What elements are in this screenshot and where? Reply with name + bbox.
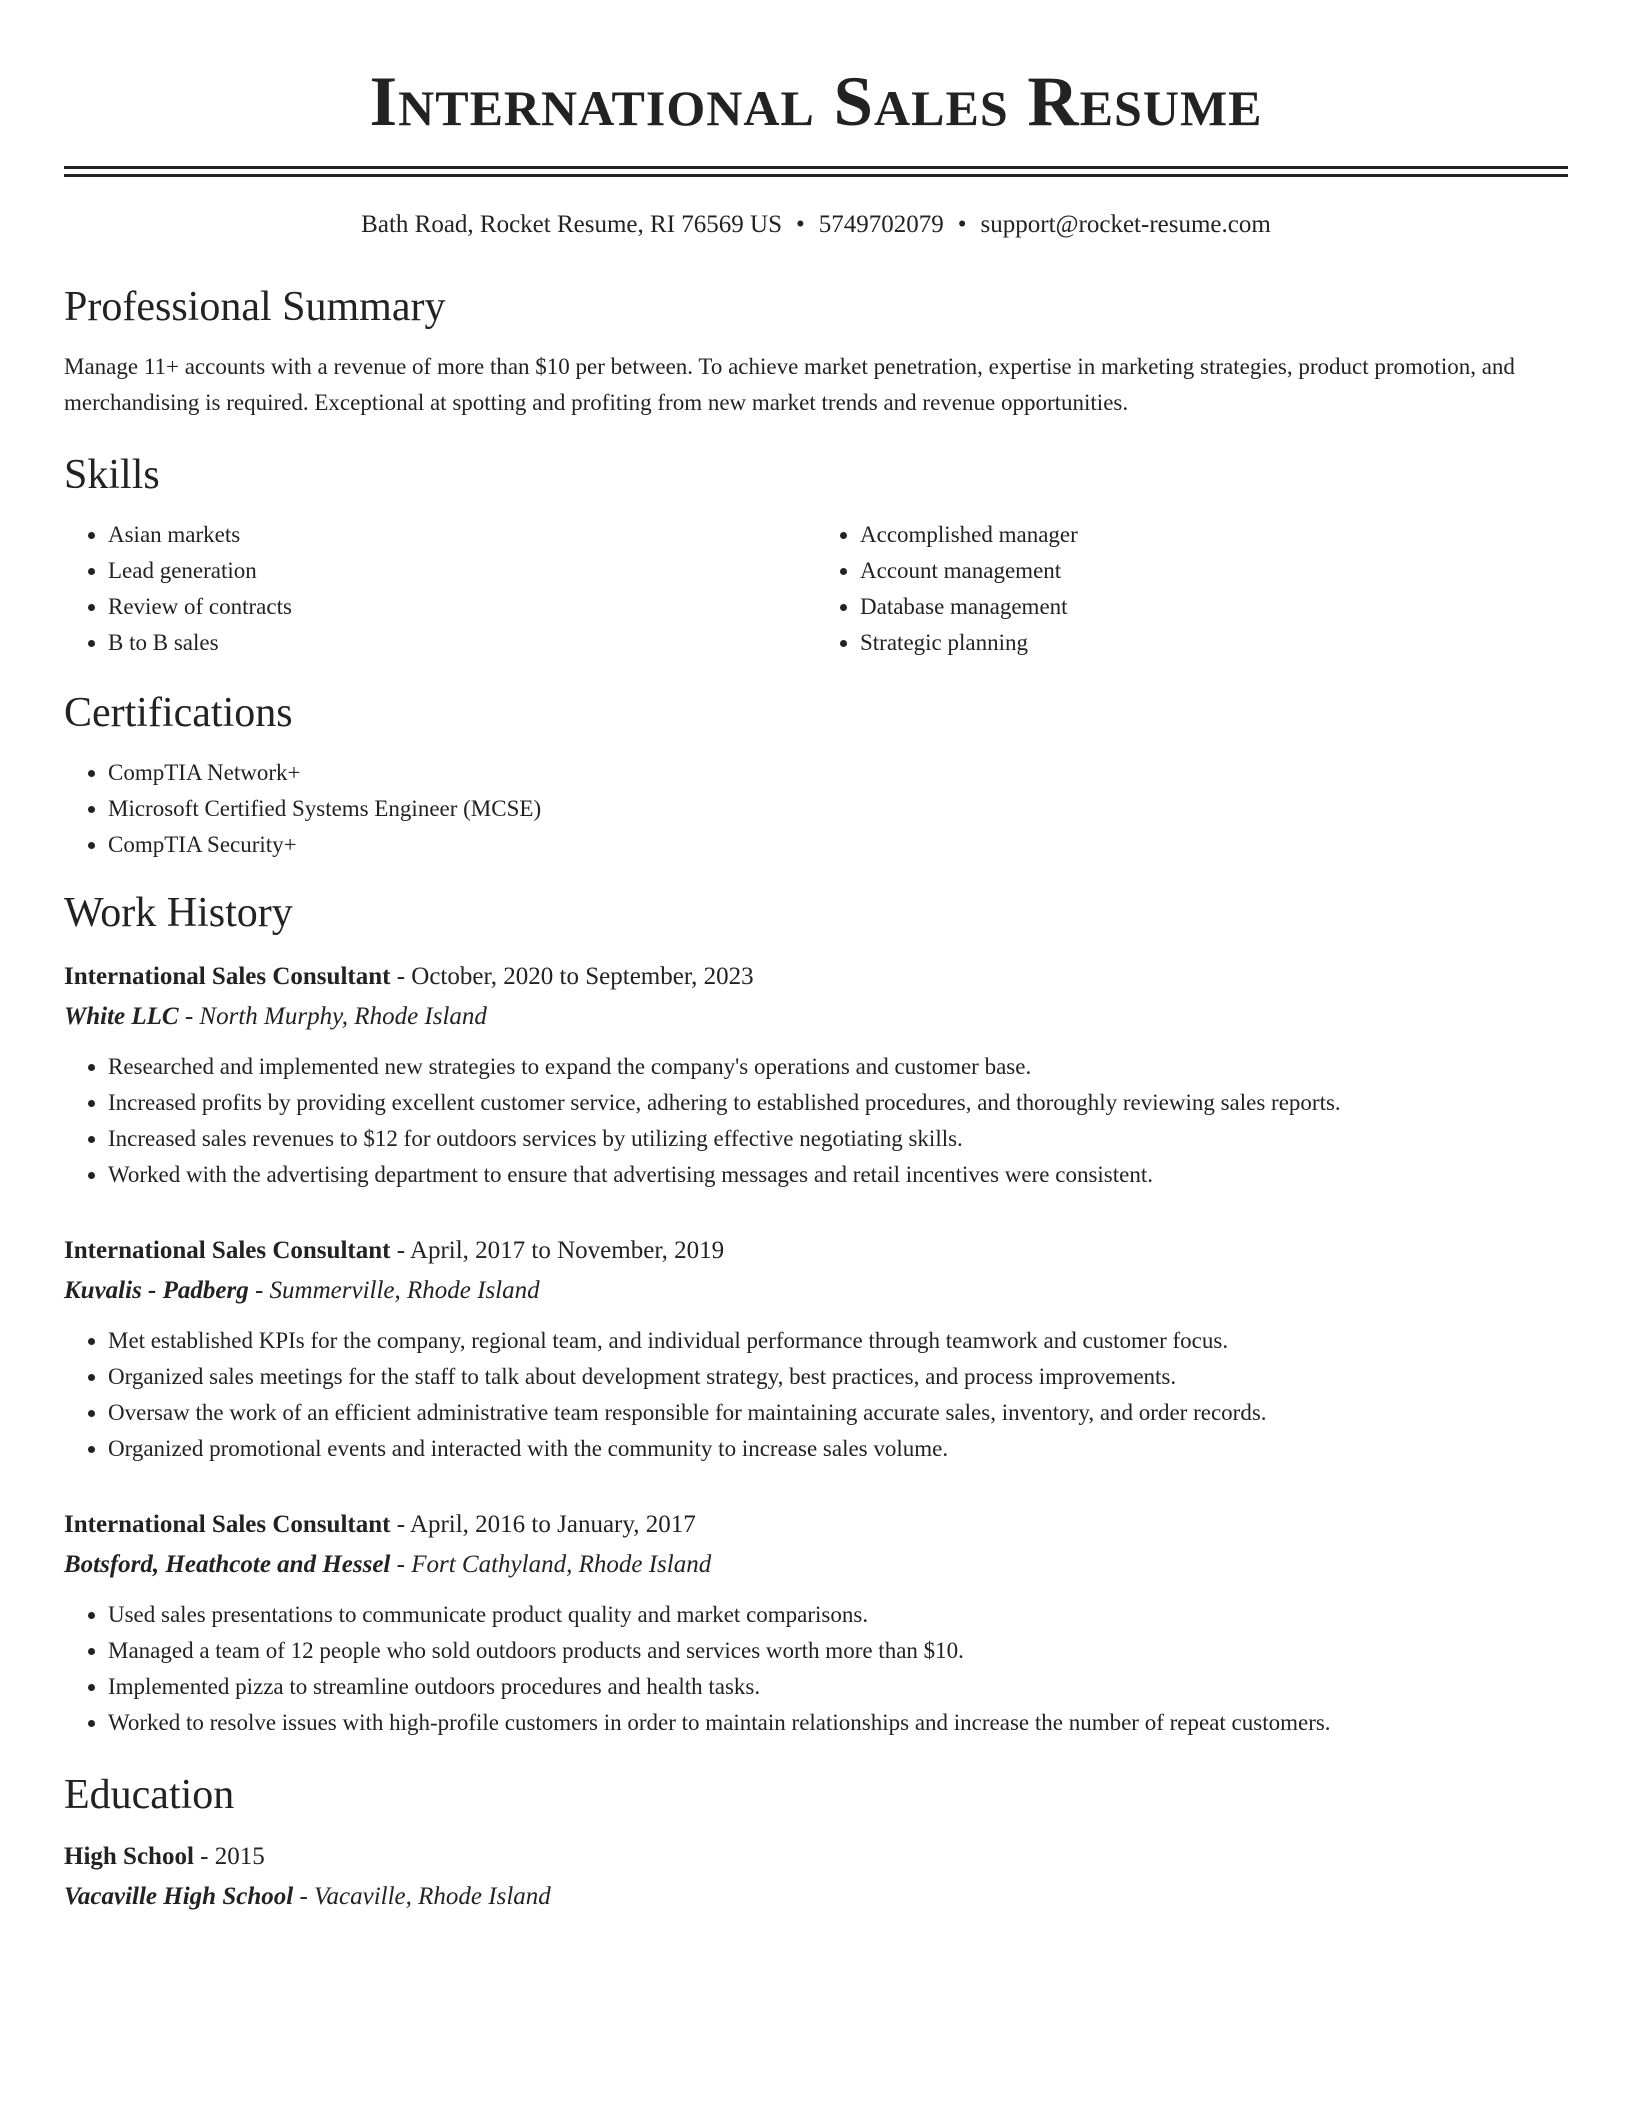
job-entry (64, 1231, 1568, 1467)
job-dates: October, 2020 to September, 2023 (411, 963, 754, 990)
education-section (64, 1769, 1568, 1917)
job-company: Kuvalis - Padberg (64, 1277, 249, 1304)
education-header: High School - 2015 (64, 1843, 265, 1870)
job-bullet: • Organized sales meetings for the staff to talk about development strategy, best practices, and process improvements. (108, 1359, 1568, 1395)
summary-heading: Professional Summary (64, 284, 446, 330)
summary-section (64, 281, 1568, 421)
job-title: International Sales Consultant (64, 963, 391, 990)
certification-item: • CompTIA Security+ (108, 827, 1568, 863)
job-bullets (64, 1049, 1568, 1193)
job-header: International Sales Consultant - April, 2017 to November, 2019 (64, 1237, 725, 1264)
job-title: International Sales Consultant (64, 1237, 391, 1264)
work-history-heading: Work History (64, 890, 293, 936)
skill-item: • B to B sales (108, 625, 816, 661)
certifications-section (64, 687, 1568, 863)
certifications-heading: Certifications (64, 690, 293, 736)
job-dates: April, 2016 to January, 2017 (409, 1511, 696, 1538)
skill-item: • Account management (860, 553, 1568, 589)
job-bullet: • Organized promotional events and interacted with the community to increase sales volume. (108, 1431, 1568, 1467)
job-company: White LLC (64, 1003, 179, 1030)
certification-item: • CompTIA Network+ (108, 755, 1568, 791)
education-school: Vacaville High School (64, 1883, 294, 1910)
summary-text: Manage 11+ accounts with a revenue of more than $10 per between. To achieve market penetration, expertise in marketing strategies, product promotion, and merchandising is required. Exceptional at spotting and profiting from new market trends and revenue opportunities. (64, 354, 1515, 415)
job-bullet: • Researched and implemented new strategies to expand the company's operations and customer base. (108, 1049, 1568, 1085)
job-employer: White LLC - North Murphy, Rhode Island (64, 1003, 487, 1030)
job-bullet: • Worked to resolve issues with high-profile customers in order to maintain relationships and increase the number of repeat customers. (108, 1705, 1568, 1741)
job-bullet: • Oversaw the work of an efficient administrative team responsible for maintaining accurate sales, inventory, and order records. (108, 1395, 1568, 1431)
title-double-rule (64, 166, 1568, 177)
skill-item: • Accomplished manager (860, 517, 1568, 553)
contact-address: Bath Road, Rocket Resume, RI 76569 US (361, 211, 782, 238)
resume-title: International Sales Resume (369, 63, 1263, 141)
skill-item: • Database management (860, 589, 1568, 625)
certifications-list (64, 755, 1568, 863)
job-dates: April, 2017 to November, 2019 (409, 1237, 725, 1264)
job-title: International Sales Consultant (64, 1511, 391, 1538)
skill-item: • Lead generation (108, 553, 816, 589)
job-location: Fort Cathyland, Rhode Island (411, 1551, 712, 1578)
job-entry (64, 957, 1568, 1193)
job-bullet: • Implemented pizza to streamline outdoors procedures and health tasks. (108, 1669, 1568, 1705)
skill-item: • Asian markets (108, 517, 816, 553)
skills-list-right (816, 517, 1568, 661)
skills-grid (64, 517, 1568, 661)
education-entry (64, 1837, 1568, 1917)
job-bullets (64, 1323, 1568, 1467)
skills-section (64, 449, 1568, 661)
education-degree: High School (64, 1843, 194, 1870)
job-bullets (64, 1597, 1568, 1741)
contact-separator: • (957, 211, 967, 238)
job-bullet: • Used sales presentations to communicate product quality and market comparisons. (108, 1597, 1568, 1633)
job-bullet: • Increased profits by providing excellent customer service, adhering to established procedures, and thoroughly reviewing sales reports. (108, 1085, 1568, 1121)
job-employer: Botsford, Heathcote and Hessel - Fort Cathyland, Rhode Island (64, 1551, 712, 1578)
job-entry (64, 1505, 1568, 1741)
job-bullet: • Increased sales revenues to $12 for outdoors services by utilizing effective negotiating skills. (108, 1121, 1568, 1157)
certification-item: • Microsoft Certified Systems Engineer (MCSE) (108, 791, 1568, 827)
job-bullet: • Met established KPIs for the company, regional team, and individual performance through teamwork and customer focus. (108, 1323, 1568, 1359)
contact-line (64, 209, 1568, 241)
job-location: Summerville, Rhode Island (269, 1277, 540, 1304)
job-location: North Murphy, Rhode Island (199, 1003, 487, 1030)
education-location: Vacaville, Rhode Island (314, 1883, 551, 1910)
job-bullet: • Managed a team of 12 people who sold outdoors products and services worth more than $10. (108, 1633, 1568, 1669)
job-header: International Sales Consultant - April, 2016 to January, 2017 (64, 1511, 696, 1538)
education-year: 2015 (214, 1843, 265, 1870)
skill-item: • Review of contracts (108, 589, 816, 625)
contact-phone: 5749702079 (818, 211, 944, 238)
education-heading: Education (64, 1772, 235, 1818)
job-bullet: • Worked with the advertising department to ensure that advertising messages and retail incentives were consistent. (108, 1157, 1568, 1193)
job-header: International Sales Consultant - October, 2020 to September, 2023 (64, 963, 754, 990)
job-employer: Kuvalis - Padberg - Summerville, Rhode Island (64, 1277, 540, 1304)
skill-item: • Strategic planning (860, 625, 1568, 661)
contact-separator: • (795, 211, 805, 238)
skills-heading: Skills (64, 452, 160, 498)
contact-email[interactable]: support@rocket-resume.com (980, 211, 1271, 238)
education-school-line: Vacaville High School - Vacaville, Rhode Island (64, 1883, 551, 1910)
work-history-section (64, 887, 1568, 1741)
job-company: Botsford, Heathcote and Hessel (64, 1551, 391, 1578)
skills-list-left (64, 517, 816, 661)
